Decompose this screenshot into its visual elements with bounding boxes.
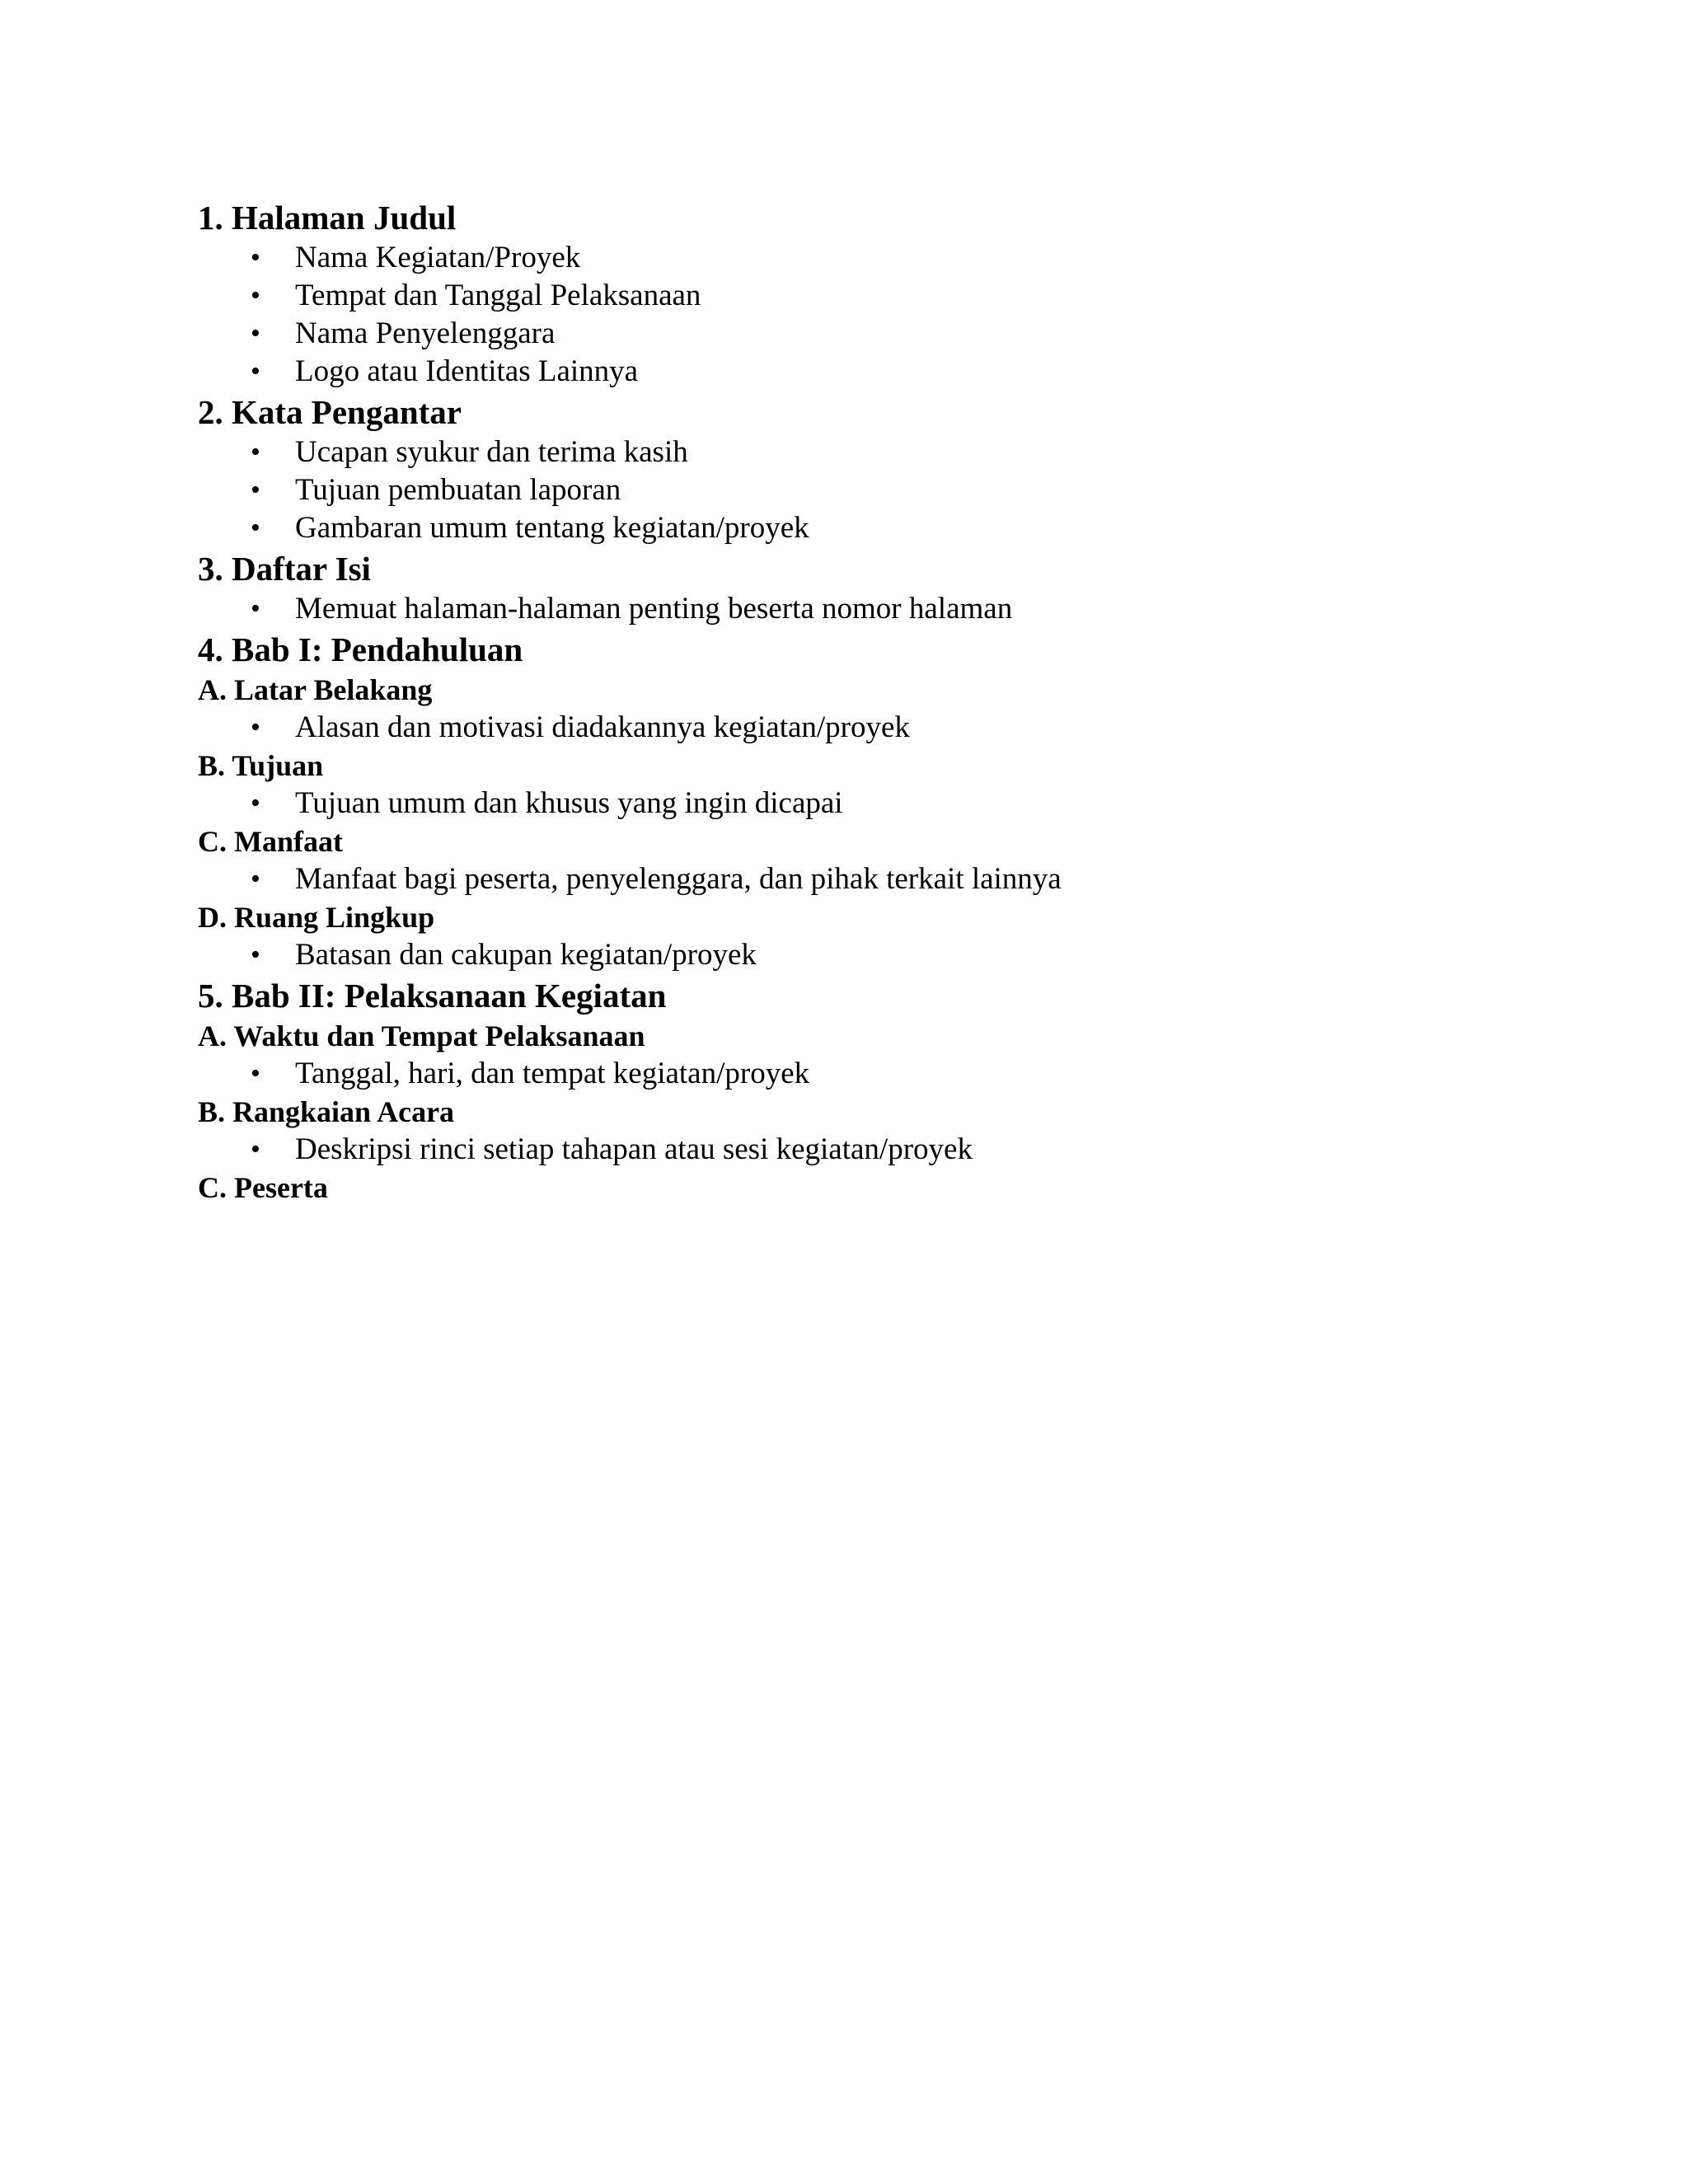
list-item-text: Alasan dan motivasi diadakannya kegiatan/proyek xyxy=(295,710,910,744)
bullet-list xyxy=(198,434,1492,547)
list-item xyxy=(198,709,1492,747)
list-item xyxy=(198,590,1492,628)
list-item-text: Tujuan pembuatan laporan xyxy=(295,473,621,507)
list-item xyxy=(198,315,1492,353)
list-item xyxy=(198,509,1492,547)
bullet-icon: • xyxy=(251,318,260,349)
list-item-text: Tempat dan Tanggal Pelaksanaan xyxy=(295,279,701,312)
list-item-text: Tujuan umum dan khusus yang ingin dicapai xyxy=(295,786,843,820)
list-item xyxy=(198,1131,1492,1169)
list-item-text: Ucapan syukur dan terima kasih xyxy=(295,435,688,469)
list-item xyxy=(198,353,1492,391)
list-item-text: Nama Kegiatan/Proyek xyxy=(295,241,581,274)
bullet-icon: • xyxy=(251,242,260,273)
section-title: 1. Halaman Judul xyxy=(198,199,457,237)
list-item-text: Batasan dan cakupan kegiatan/proyek xyxy=(295,938,757,972)
list-item xyxy=(198,785,1492,823)
list-item xyxy=(198,860,1492,898)
section-title: 5. Bab II: Pelaksanaan Kegiatan xyxy=(198,977,667,1015)
bullet-list xyxy=(198,239,1492,391)
list-item xyxy=(198,1055,1492,1093)
list-item-text: Deskripsi rinci setiap tahapan atau sesi kegiatan/proyek xyxy=(295,1132,973,1166)
subsection-title: D. Ruang Lingkup xyxy=(198,901,435,934)
bullet-icon: • xyxy=(251,712,260,743)
subsection-title: C. Peserta xyxy=(198,1171,328,1204)
bullet-icon: • xyxy=(251,475,260,505)
bullet-icon: • xyxy=(251,356,260,387)
subsection-title: B. Tujuan xyxy=(198,749,324,782)
bullet-list xyxy=(198,590,1492,628)
list-item xyxy=(198,277,1492,315)
subsection-title: B. Rangkaian Acara xyxy=(198,1095,455,1128)
subsection-title: A. Waktu dan Tempat Pelaksanaan xyxy=(198,1019,645,1052)
bullet-icon: • xyxy=(251,1058,260,1089)
section-title: 3. Daftar Isi xyxy=(198,550,371,588)
bullet-list xyxy=(198,1131,1492,1169)
list-item-text: Nama Penyelenggara xyxy=(295,316,556,350)
list-item-text: Manfaat bagi peserta, penyelenggara, dan pihak terkait lainnya xyxy=(295,862,1062,896)
subsection-title: A. Latar Belakang xyxy=(198,673,433,706)
list-item-text: Tanggal, hari, dan tempat kegiatan/proyek xyxy=(295,1057,810,1090)
bullet-list xyxy=(198,1055,1492,1093)
list-item-text: Gambaran umum tentang kegiatan/proyek xyxy=(295,511,809,545)
bullet-icon: • xyxy=(251,513,260,543)
list-item xyxy=(198,471,1492,509)
list-item xyxy=(198,434,1492,471)
section-title: 2. Kata Pengantar xyxy=(198,393,462,431)
bullet-icon: • xyxy=(251,788,260,818)
bullet-icon: • xyxy=(251,940,260,970)
bullet-icon: • xyxy=(251,1134,260,1165)
document-content xyxy=(198,196,1492,1207)
bullet-list xyxy=(198,860,1492,898)
bullet-list xyxy=(198,785,1492,823)
list-item xyxy=(198,936,1492,974)
bullet-list xyxy=(198,709,1492,747)
list-item-text: Logo atau Identitas Lainnya xyxy=(295,354,639,388)
list-item-text: Memuat halaman-halaman penting beserta nomor halaman xyxy=(295,592,1013,626)
bullet-icon: • xyxy=(251,593,260,624)
bullet-icon: • xyxy=(251,864,260,894)
bullet-list xyxy=(198,936,1492,974)
bullet-icon: • xyxy=(251,437,260,467)
section-title: 4. Bab I: Pendahuluan xyxy=(198,630,523,668)
bullet-icon: • xyxy=(251,280,260,311)
subsection-title: C. Manfaat xyxy=(198,825,343,858)
list-item xyxy=(198,239,1492,277)
